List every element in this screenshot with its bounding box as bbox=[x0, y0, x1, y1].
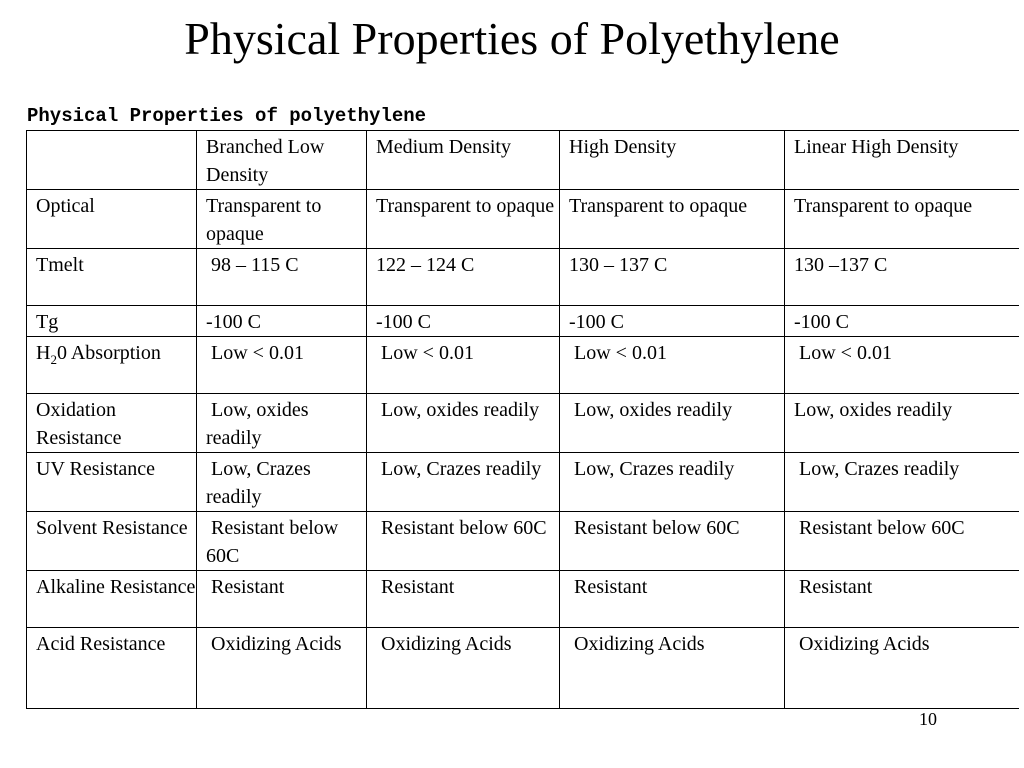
header-cell-high-density: High Density bbox=[560, 131, 785, 190]
label-suffix: 0 Absorption bbox=[56, 342, 161, 364]
row-label-alkaline-resistance: Alkaline Resistance bbox=[27, 571, 197, 628]
table-row-tmelt bbox=[27, 249, 1019, 306]
row-label-h2o-absorption bbox=[27, 337, 197, 394]
table-cell: Low, Crazes readily bbox=[560, 453, 785, 512]
table-cell: Transparent to opaque bbox=[785, 190, 1019, 249]
table-cell: Low, Crazes readily bbox=[367, 453, 560, 512]
table-row-oxidation-resistance bbox=[27, 394, 1019, 453]
row-label-tg: Tg bbox=[27, 306, 197, 337]
header-cell-linear-high-density: Linear High Density bbox=[785, 131, 1019, 190]
table-row-acid-resistance bbox=[27, 628, 1019, 709]
table-cell: Low, Crazes readily bbox=[197, 453, 367, 512]
table-cell: Oxidizing Acids bbox=[785, 628, 1019, 709]
table-cell: Resistant below 60C bbox=[197, 512, 367, 571]
table-cell: Transparent to opaque bbox=[367, 190, 560, 249]
header-cell-empty bbox=[27, 131, 197, 190]
table-cell: 130 – 137 C bbox=[560, 249, 785, 306]
row-label-oxidation-resistance: Oxidation Resistance bbox=[27, 394, 197, 453]
table-caption: Physical Properties of polyethylene bbox=[27, 105, 427, 127]
table-cell: 130 –137 C bbox=[785, 249, 1019, 306]
table-row-solvent-resistance bbox=[27, 512, 1019, 571]
table-cell: Low < 0.01 bbox=[785, 337, 1019, 394]
table-cell: Transparent to opaque bbox=[197, 190, 367, 249]
row-label-tmelt: Tmelt bbox=[27, 249, 197, 306]
table-cell: Low, Crazes readily bbox=[785, 453, 1019, 512]
table-cell: Low < 0.01 bbox=[367, 337, 560, 394]
header-cell-medium-density: Medium Density bbox=[367, 131, 560, 190]
row-label-acid-resistance: Acid Resistance bbox=[27, 628, 197, 709]
table-row-uv-resistance bbox=[27, 453, 1019, 512]
table-cell: -100 C bbox=[197, 306, 367, 337]
row-label-optical: Optical bbox=[27, 190, 197, 249]
properties-table bbox=[26, 130, 1019, 709]
table-row-alkaline-resistance bbox=[27, 571, 1019, 628]
row-label-uv-resistance: UV Resistance bbox=[27, 453, 197, 512]
table-cell: Low, oxides readily bbox=[560, 394, 785, 453]
table-cell: -100 C bbox=[785, 306, 1019, 337]
table-cell: -100 C bbox=[560, 306, 785, 337]
table-cell: Oxidizing Acids bbox=[367, 628, 560, 709]
table-row-h2o-absorption bbox=[27, 337, 1019, 394]
table-cell: Low < 0.01 bbox=[197, 337, 367, 394]
table-header-row bbox=[27, 131, 1019, 190]
table-cell: Low, oxides readily bbox=[197, 394, 367, 453]
table-cell: Resistant below 60C bbox=[367, 512, 560, 571]
table-cell: Resistant bbox=[367, 571, 560, 628]
header-cell-branched-low-density: Branched Low Density bbox=[197, 131, 367, 190]
table-cell: Oxidizing Acids bbox=[560, 628, 785, 709]
table-cell: 122 – 124 C bbox=[367, 249, 560, 306]
table-cell: Transparent to opaque bbox=[560, 190, 785, 249]
table-cell: Low, oxides readily bbox=[367, 394, 560, 453]
page-number: 10 bbox=[919, 709, 937, 729]
table-cell: Low, oxides readily bbox=[785, 394, 1019, 453]
table-row-optical bbox=[27, 190, 1019, 249]
label-subscript: 2 bbox=[50, 352, 57, 367]
table-cell: Resistant below 60C bbox=[560, 512, 785, 571]
table-cell: Resistant bbox=[197, 571, 367, 628]
row-label-solvent-resistance: Solvent Resistance bbox=[27, 512, 197, 571]
table-cell: Resistant bbox=[785, 571, 1019, 628]
slide-title: Physical Properties of Polyethylene bbox=[184, 13, 840, 64]
table-cell: 98 – 115 C bbox=[197, 249, 367, 306]
table-cell: Resistant bbox=[560, 571, 785, 628]
table-row-tg bbox=[27, 306, 1019, 337]
table-cell: Low < 0.01 bbox=[560, 337, 785, 394]
label-prefix: H bbox=[36, 342, 51, 364]
table-cell: Resistant below 60C bbox=[785, 512, 1019, 571]
table-cell: -100 C bbox=[367, 306, 560, 337]
table-cell: Oxidizing Acids bbox=[197, 628, 367, 709]
